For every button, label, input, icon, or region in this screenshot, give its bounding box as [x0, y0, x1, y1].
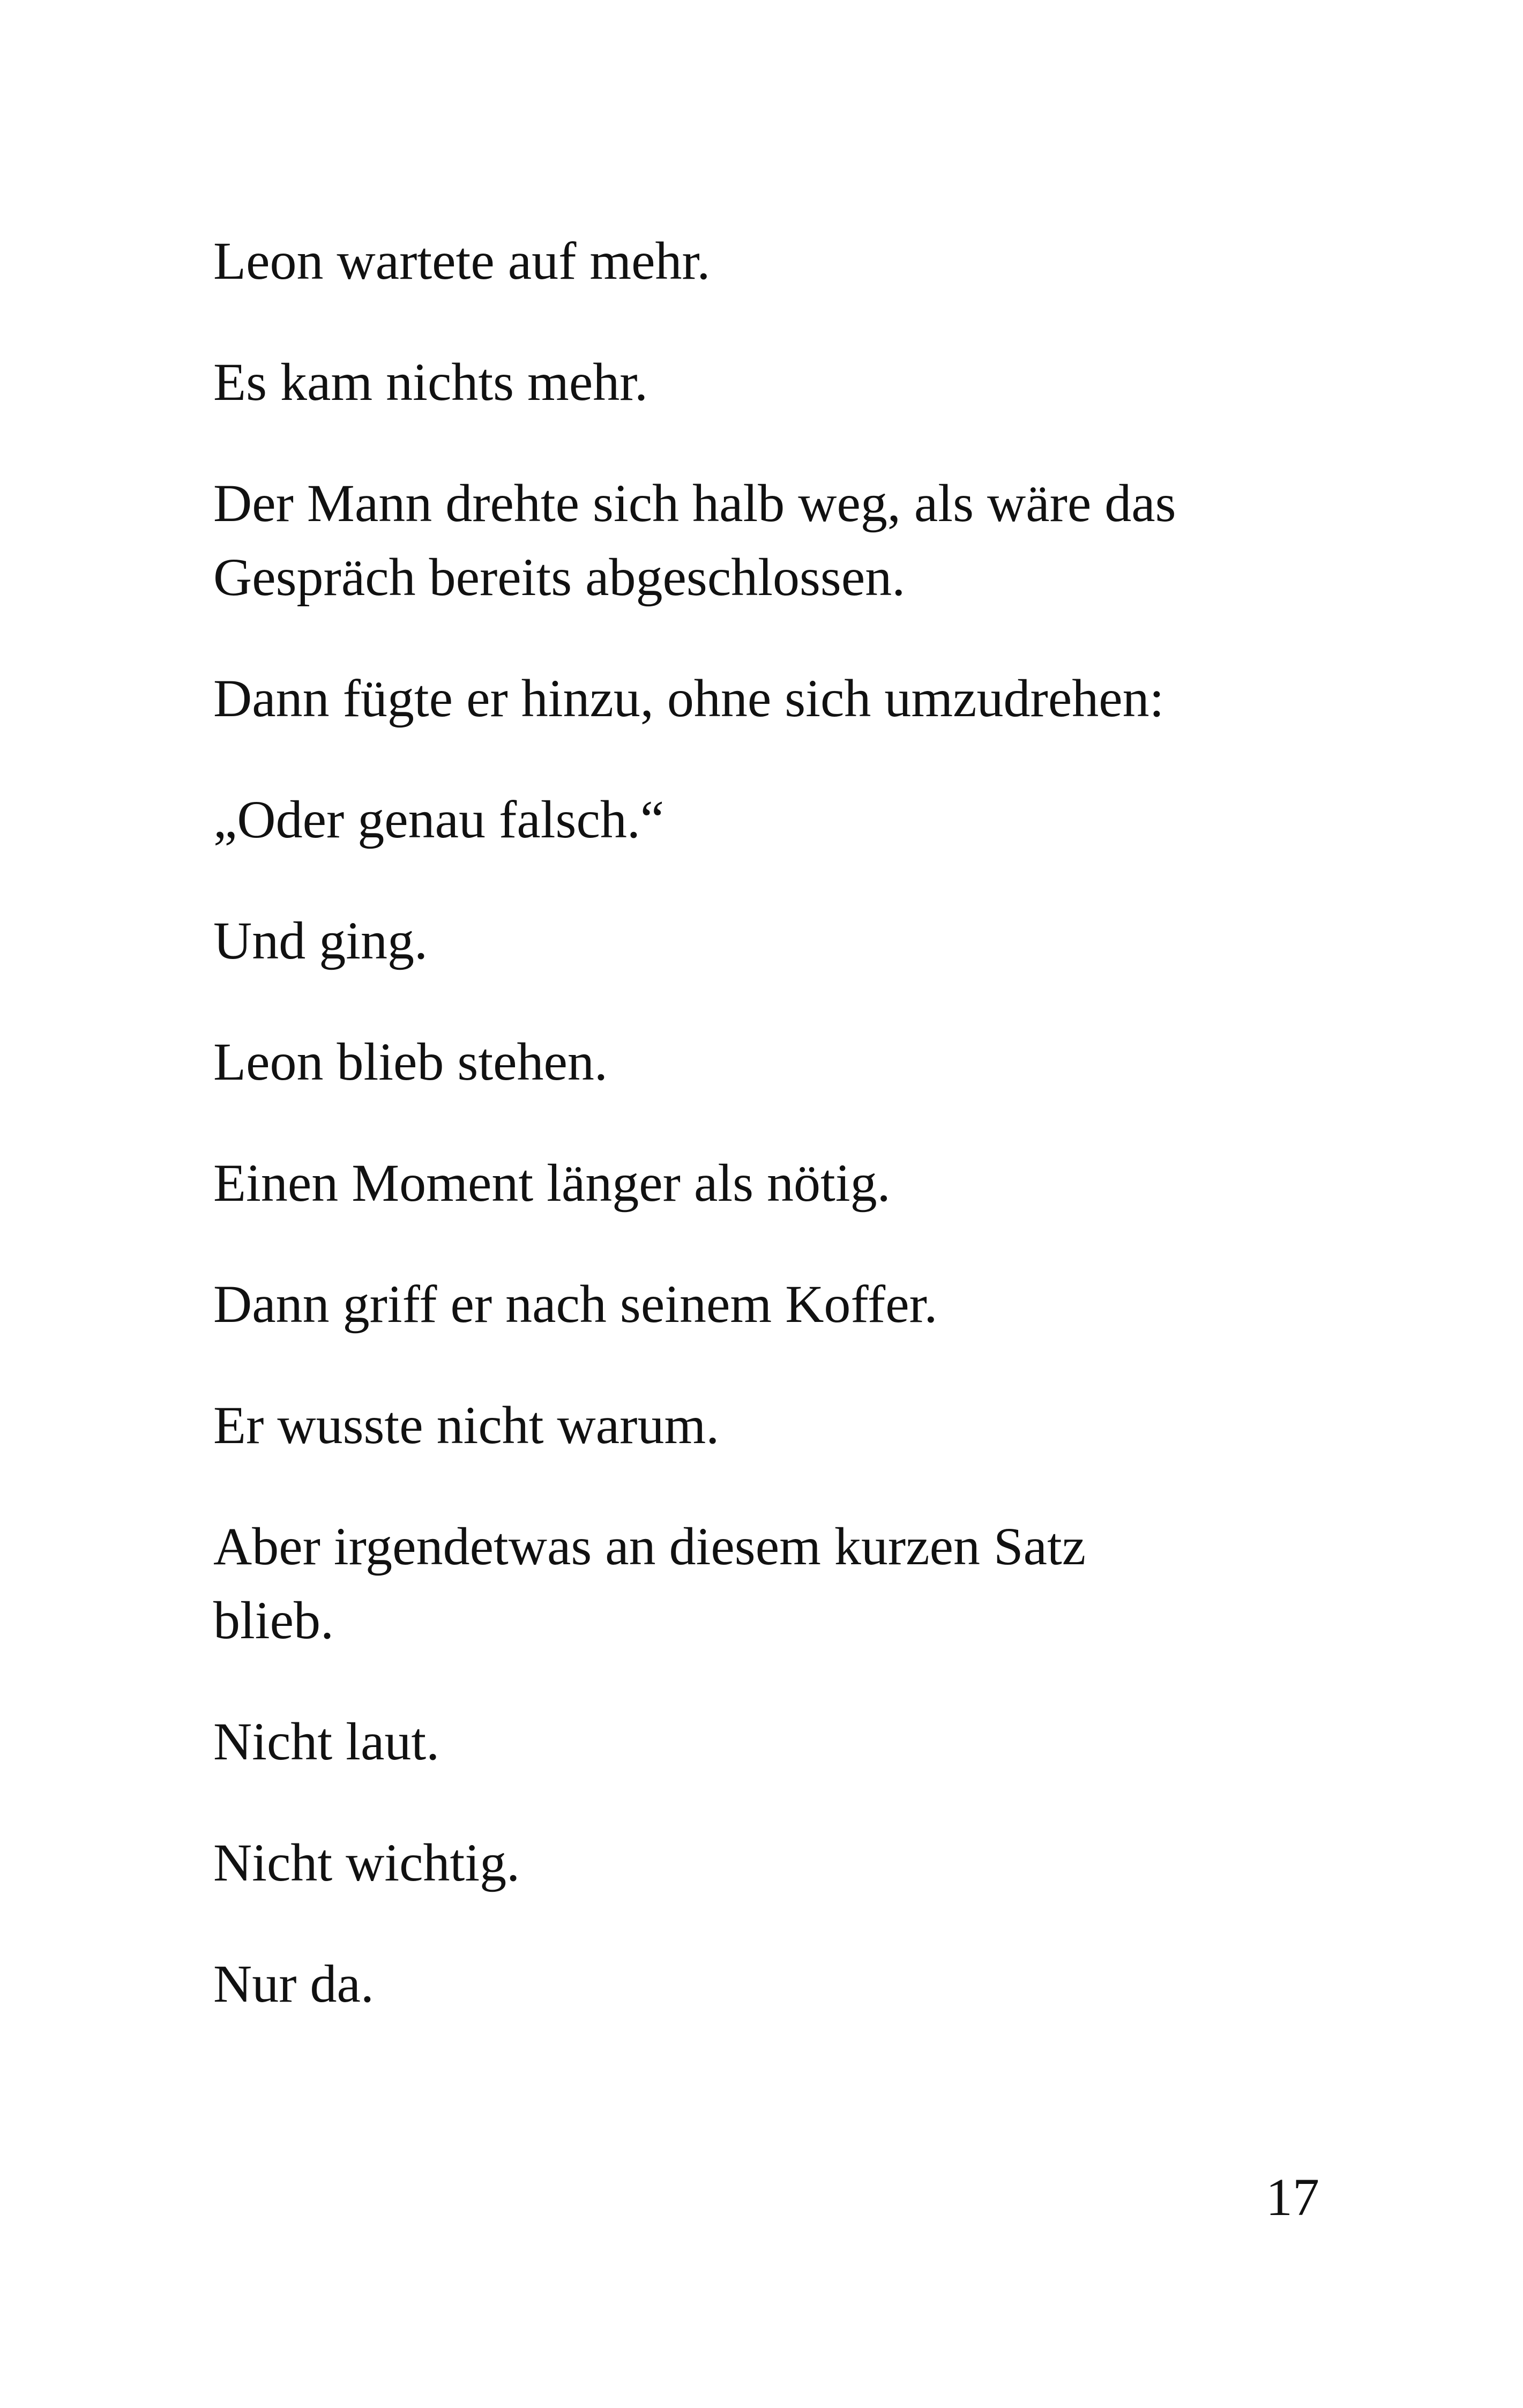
paragraph: Der Mann drehte sich halb weg, als wäre das Gespräch bereits abgeschlossen. — [213, 473, 1176, 607]
paragraph: Leon blieb stehen. — [213, 1032, 608, 1091]
paragraph: Dann fügte er hinzu, ohne sich umzudrehen: — [213, 668, 1164, 728]
paragraph: Nicht wichtig. — [213, 1833, 520, 1892]
paragraph: Er wusste nicht warum. — [213, 1395, 720, 1455]
paragraph: Einen Moment länger als nötig. — [213, 1153, 891, 1213]
page-number: 17 — [1266, 2167, 1319, 2227]
paragraph: „Oder genau falsch.“ — [213, 790, 665, 849]
paragraph: Es kam nichts mehr. — [213, 352, 648, 412]
paragraph: Nicht laut. — [213, 1712, 440, 1771]
paragraph: Leon wartete auf mehr. — [213, 231, 711, 291]
paragraph: Dann griff er nach seinem Koffer. — [213, 1274, 938, 1334]
paragraph: Nur da. — [213, 1954, 374, 2013]
paragraph: Und ging. — [213, 911, 428, 970]
body-text — [213, 224, 1339, 2068]
paragraph: Aber irgendetwas an diesem kurzen Satz blieb. — [213, 1517, 1086, 1650]
